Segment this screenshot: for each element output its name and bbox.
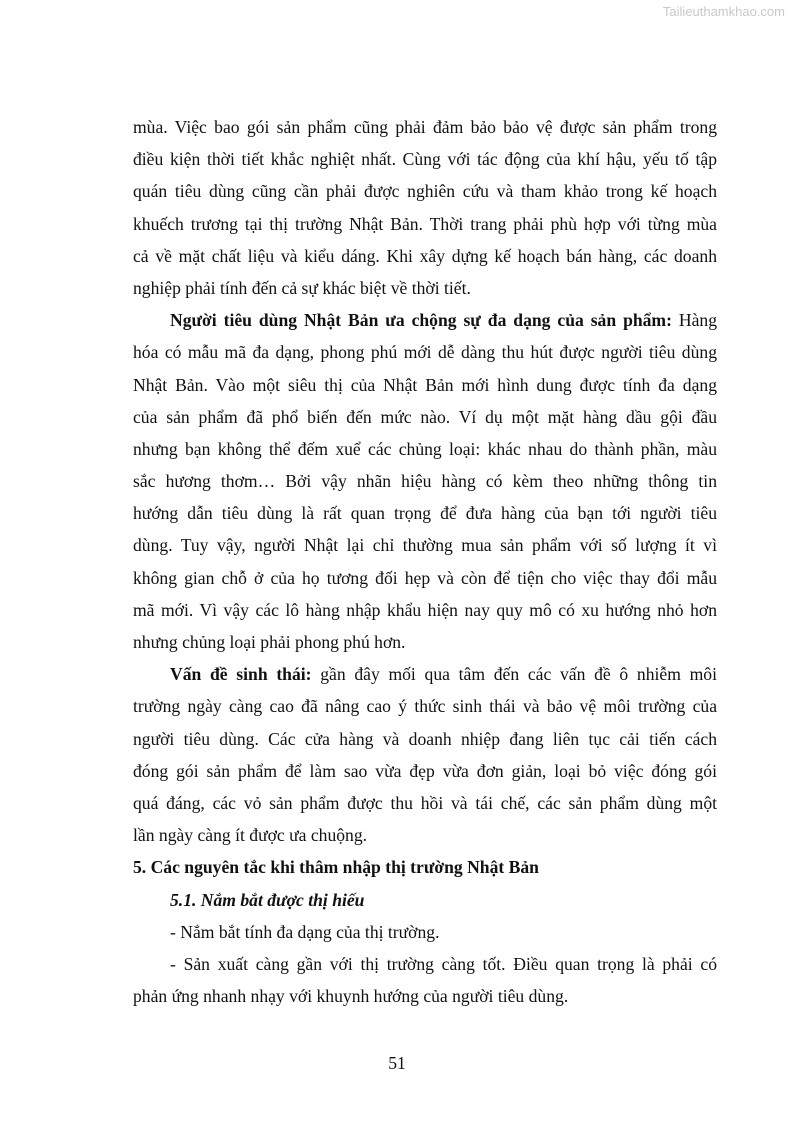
text-line bbox=[133, 146, 717, 178]
text-line bbox=[133, 597, 717, 629]
text-run: nghiệp phải tính đến cả sự khác biệt về thời tiết. bbox=[133, 277, 471, 298]
emphasized-text: 5.1. Nắm bắt được thị hiếu bbox=[170, 889, 365, 910]
text-run: sắc hương thơm… Bởi vậy nhãn hiệu hàng có kèm theo những thông tin bbox=[133, 471, 717, 492]
text-line bbox=[133, 693, 717, 725]
text-line bbox=[133, 178, 717, 210]
text-line bbox=[133, 919, 717, 951]
text-run: phản ứng nhanh nhạy với khuynh hướng của người tiêu dùng. bbox=[133, 986, 569, 1007]
text-run: - Sản xuất càng gần với thị trường càng tốt. Điều quan trọng là phải có bbox=[170, 953, 717, 974]
text-run: quá đáng, các vỏ sản phẩm được thu hồi và tái chế, các sản phẩm dùng một bbox=[133, 792, 717, 813]
text-run: hóa có mẫu mã đa dạng, phong phú mới dễ dàng thu hút được người tiêu dùng bbox=[133, 342, 717, 363]
text-line bbox=[133, 790, 717, 822]
text-run: của sản phẩm đã phổ biến đến mức nào. Ví dụ một mặt hàng dầu gội đầu bbox=[133, 406, 717, 427]
text-run: nhưng chủng loại phải phong phú hơn. bbox=[133, 632, 406, 652]
text-run: mùa. Việc bao gói sản phẩm cũng phải đảm bảo bảo vệ được sản phẩm trong bbox=[133, 117, 717, 137]
text-run: điều kiện thời tiết khắc nghiệt nhất. Cùng với tác động của khí hậu, yếu tố tập bbox=[133, 149, 717, 170]
text-line bbox=[133, 243, 717, 275]
text-line bbox=[133, 211, 717, 243]
text-line bbox=[133, 629, 717, 661]
text-run: mã mới. Vì vậy các lô hàng nhập khẩu hiện nay quy mô có xu hướng nhỏ hơn bbox=[133, 599, 717, 620]
text-line bbox=[133, 468, 717, 500]
text-run: người tiêu dùng. Các cửa hàng và doanh nhiệp đang liên tục cải tiến cách bbox=[133, 728, 717, 749]
text-line bbox=[133, 887, 717, 919]
text-line bbox=[133, 758, 717, 790]
text-line bbox=[133, 404, 717, 436]
text-line bbox=[133, 500, 717, 532]
text-run: gần đây mối qua tâm đến các vấn đề ô nhiễm môi bbox=[311, 664, 717, 685]
text-run: lần ngày càng ít được ưa chuộng. bbox=[133, 825, 368, 846]
text-run: quán tiêu dùng cũng cần phải được nghiên cứu và tham khảo trong kế hoạch bbox=[133, 181, 717, 202]
text-run: khuếch trương tại thị trường Nhật Bản. Thời trang phải phù hợp với từng mùa bbox=[133, 213, 717, 234]
text-line bbox=[133, 661, 717, 693]
text-line bbox=[133, 372, 717, 404]
text-line bbox=[133, 565, 717, 597]
text-line bbox=[133, 307, 717, 339]
text-line bbox=[133, 726, 717, 758]
emphasized-text: Người tiêu dùng Nhật Bản ưa chộng sự đa dạng của sản phẩm: bbox=[170, 310, 672, 331]
text-run: Nhật Bản. Vào một siêu thị của Nhật Bản mới hình dung được tính đa dạng bbox=[133, 374, 717, 395]
text-line bbox=[133, 532, 717, 564]
text-line bbox=[133, 854, 717, 886]
text-run: hướng dẫn tiêu dùng là rất quan trọng để đưa hàng của bạn tới người tiêu bbox=[133, 503, 717, 524]
text-line bbox=[133, 436, 717, 468]
text-run: dùng. Tuy vậy, người Nhật lại chỉ thường mua sản phẩm với số lượng ít vì bbox=[133, 535, 717, 556]
text-run: nhưng bạn không thể đếm xuể các chủng loại: khác nhau do thành phần, màu bbox=[133, 438, 717, 459]
text-run: trường ngày càng cao đã nâng cao ý thức sinh thái và bảo vệ môi trường của bbox=[133, 696, 717, 717]
text-run: cả về mặt chất liệu và kiểu dáng. Khi xây dựng kế hoạch bán hàng, các doanh bbox=[133, 245, 717, 266]
emphasized-text: Vấn đề sinh thái: bbox=[170, 664, 312, 685]
watermark: Tailieuthamkhao.com bbox=[662, 4, 785, 19]
page-number: 51 bbox=[388, 1053, 406, 1073]
text-line bbox=[133, 339, 717, 371]
text-run: đóng gói sản phẩm để làm sao vừa đẹp vừa đơn giản, loại bỏ việc đóng gói bbox=[133, 760, 717, 781]
text-run: - Nắm bắt tính đa dạng của thị trường. bbox=[170, 921, 440, 942]
text-line bbox=[133, 822, 717, 854]
text-run: không gian chỗ ở của họ tương đối hẹp và còn để tiện cho việc thay đổi mẫu bbox=[133, 567, 717, 588]
text-line bbox=[133, 983, 717, 1015]
document-body bbox=[133, 114, 717, 1015]
text-run: Hàng bbox=[671, 310, 717, 331]
text-line bbox=[133, 951, 717, 983]
text-line bbox=[133, 275, 717, 307]
emphasized-text: 5. Các nguyên tắc khi thâm nhập thị trường Nhật Bản bbox=[133, 857, 539, 878]
text-line bbox=[133, 114, 717, 146]
